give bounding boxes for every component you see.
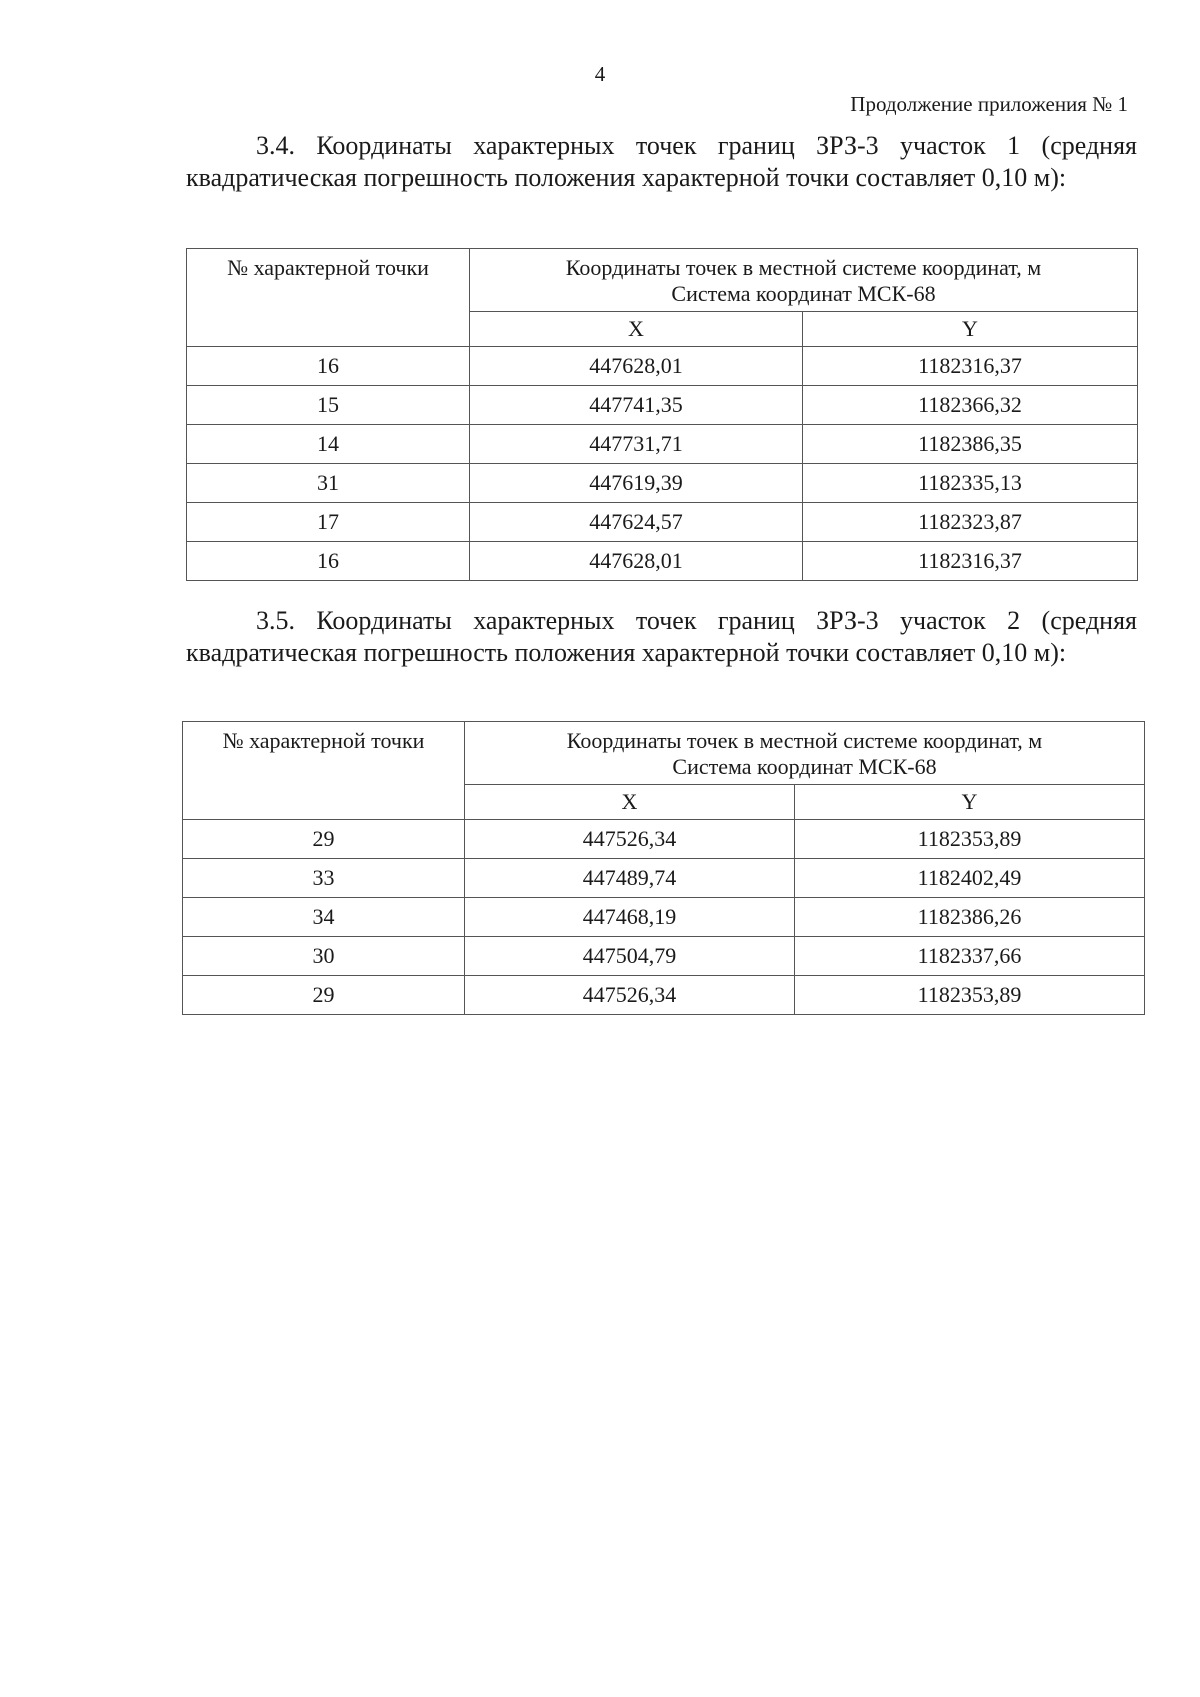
x-coordinate-cell: 447731,71: [470, 425, 803, 464]
appendix-note: Продолжение приложения № 1: [850, 92, 1128, 116]
y-coordinate-cell: 1182323,87: [803, 503, 1138, 542]
y-coordinate-cell: 1182386,26: [795, 898, 1145, 937]
section-heading-3-4-text: 3.4. Координаты характерных точек границ ЗРЗ-3 участок 1 (средняя квадратическая погрешность положения характерной точки составляет 0,10 м):: [186, 131, 1137, 192]
table-row: [183, 820, 1145, 859]
table-row: [183, 976, 1145, 1015]
coordinates-table-section-3-4: [186, 248, 1138, 581]
point-number-cell: 16: [187, 347, 470, 386]
x-coordinate-cell: 447624,57: [470, 503, 803, 542]
table-row: [183, 898, 1145, 937]
y-coordinate-cell: 1182316,37: [803, 542, 1138, 581]
coordinates-table-section-3-5: [182, 721, 1145, 1015]
point-number-cell: 16: [187, 542, 470, 581]
table-row: [183, 937, 1145, 976]
page-number: 4: [594, 62, 606, 86]
table-row: [183, 859, 1145, 898]
x-column-header: X: [470, 312, 803, 347]
table-row: [187, 386, 1138, 425]
coordinates-header-line-1: Координаты точек в местной системе координат, м: [566, 728, 1043, 753]
coordinates-group-header: [465, 722, 1145, 785]
x-coordinate-cell: 447628,01: [470, 542, 803, 581]
section-heading-3-5-text: 3.5. Координаты характерных точек границ ЗРЗ-3 участок 2 (средняя квадратическая погрешность положения характерной точки составляет 0,10 м):: [186, 606, 1137, 667]
coordinates-header-line-1: Координаты точек в местной системе координат, м: [565, 255, 1042, 280]
point-number-cell: 15: [187, 386, 470, 425]
coordinates-header-line-2: Система координат МСК-68: [671, 281, 936, 306]
x-column-header: X: [465, 785, 795, 820]
section-heading-3-5: [186, 605, 1137, 669]
x-coordinate-cell: 447619,39: [470, 464, 803, 503]
y-coordinate-cell: 1182386,35: [803, 425, 1138, 464]
table-row: [187, 347, 1138, 386]
y-coordinate-cell: 1182353,89: [795, 976, 1145, 1015]
point-number-cell: 17: [187, 503, 470, 542]
coordinates-group-header: [470, 249, 1138, 312]
point-number-cell: 31: [187, 464, 470, 503]
point-number-cell: 29: [183, 976, 465, 1015]
table-row: [187, 425, 1138, 464]
y-coordinate-cell: 1182402,49: [795, 859, 1145, 898]
x-coordinate-cell: 447628,01: [470, 347, 803, 386]
x-coordinate-cell: 447526,34: [465, 976, 795, 1015]
y-column-header: Y: [803, 312, 1138, 347]
y-column-header: Y: [795, 785, 1145, 820]
y-coordinate-cell: 1182337,66: [795, 937, 1145, 976]
coordinates-header-line-2: Система координат МСК-68: [672, 754, 937, 779]
table-row: [187, 464, 1138, 503]
point-number-cell: 34: [183, 898, 465, 937]
point-number-header: № характерной точки: [183, 722, 465, 820]
table-row: [187, 542, 1138, 581]
section-heading-3-4: [186, 130, 1137, 194]
y-coordinate-cell: 1182353,89: [795, 820, 1145, 859]
point-number-cell: 30: [183, 937, 465, 976]
point-number-cell: 14: [187, 425, 470, 464]
y-coordinate-cell: 1182366,32: [803, 386, 1138, 425]
point-number-cell: 33: [183, 859, 465, 898]
x-coordinate-cell: 447468,19: [465, 898, 795, 937]
y-coordinate-cell: 1182335,13: [803, 464, 1138, 503]
x-coordinate-cell: 447504,79: [465, 937, 795, 976]
x-coordinate-cell: 447741,35: [470, 386, 803, 425]
x-coordinate-cell: 447526,34: [465, 820, 795, 859]
point-number-header: № характерной точки: [187, 249, 470, 347]
x-coordinate-cell: 447489,74: [465, 859, 795, 898]
point-number-cell: 29: [183, 820, 465, 859]
table-row: [187, 503, 1138, 542]
y-coordinate-cell: 1182316,37: [803, 347, 1138, 386]
